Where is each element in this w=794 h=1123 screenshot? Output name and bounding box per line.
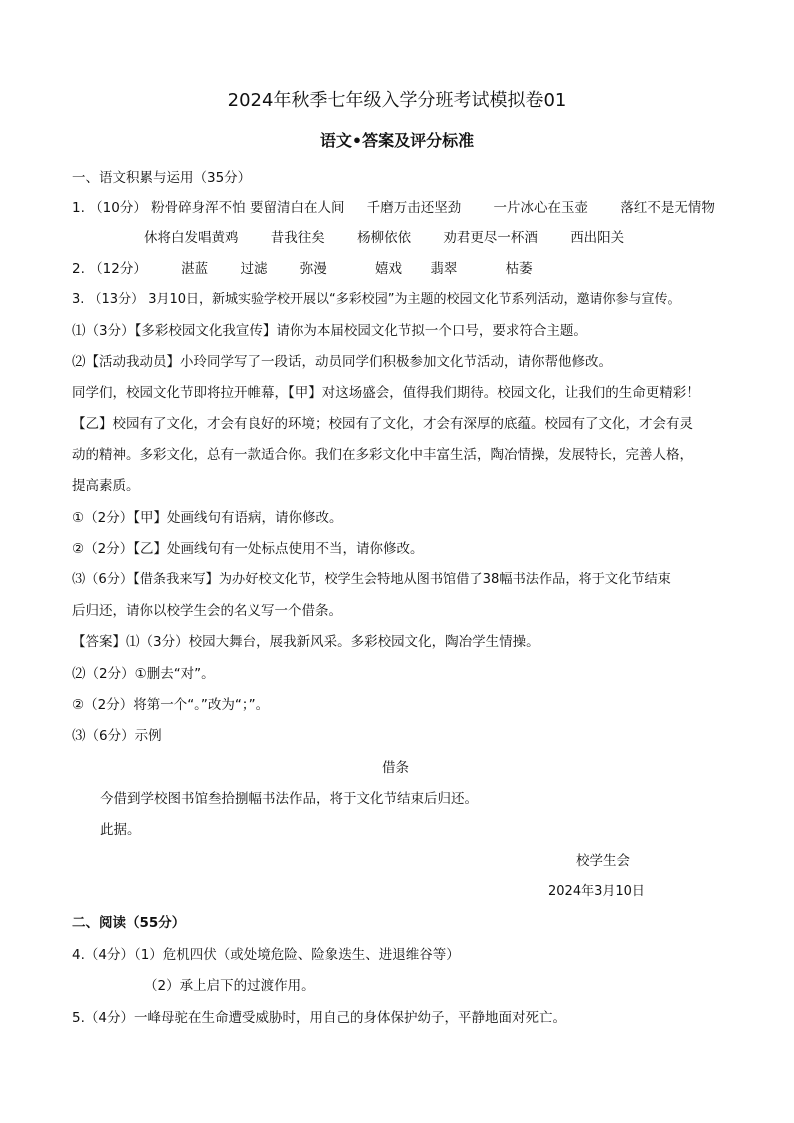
q2-word-3: 弥漫: [299, 261, 327, 277]
q3-part-1: ⑴（3分）【多彩校园文化我宣传】请你为本届校园文化节拟一个口号，要求符合主题。: [72, 323, 587, 339]
q3-prompt: 3. （13分） 3月10日，新城实验学校开展以“多彩校园”为主题的校园文化节系列活动，邀请你参与宣传。: [72, 292, 681, 307]
q1-answer-5: 休将白发唱黄鸡: [144, 230, 239, 246]
passage-line-4: 提高素质。: [72, 478, 140, 494]
q1-answer-4: 落红不是无情物: [620, 200, 715, 216]
passage-line-3: 动的精神。多彩文化，总有一款适合你。我们在多彩文化中丰富生活，陶冶情操，发展特长，完善人格，: [72, 447, 693, 463]
q5-answer: 5.（4分）一峰母驼在生命遭受威胁时，用自己的身体保护幼子，平静地面对死亡。: [72, 1010, 566, 1026]
q1-answer-1: 粉骨碎身浑不怕 要留清白在人间: [151, 200, 345, 216]
passage-line-1: 同学们，校园文化节即将拉开帷幕，【甲】对这场盛会，值得我们期待。校园文化，让我们的生命更精彩！: [72, 385, 700, 401]
q1-answer-3: 一片冰心在玉壶: [493, 200, 589, 216]
q4-answer-2: （2）承上启下的过渡作用。: [144, 978, 315, 994]
q2-row: [72, 259, 533, 279]
q2-word-6: 枯萎: [505, 261, 533, 277]
q3-part-3-line-1: ⑶（6分）【借条我来写】为办好校文化节，校学生会特地从图书馆借了38幅书法作品，将于文化节结束: [72, 572, 671, 587]
note-body: 今借到学校图书馆叁拾捌幅书法作品，将于文化节结束后归还。: [100, 791, 478, 807]
passage-line-2: 【乙】校园有了文化，才会有良好的环境；校园有了文化，才会有深厚的底蕴。校园有了文化，才会有灵: [72, 416, 693, 432]
section-heading-1: 一、语文积累与运用（35分）: [72, 170, 252, 186]
q4-answer-1: 4.（4分）（1）危机四伏（或处境危险、险象迭生、进退维谷等）: [72, 947, 460, 963]
q2-word-2: 过滤: [240, 261, 268, 277]
q3-part-2b: ②（2分）【乙】处画线句有一处标点使用不当，请你修改。: [72, 541, 424, 557]
q2-word-4: 嬉戏: [375, 261, 403, 277]
q1-answer-8: 劝君更尽一杯酒: [443, 230, 538, 246]
q1-answer-6: 昔我往矣: [270, 230, 325, 246]
note-date: 2024年3月10日: [548, 884, 645, 899]
note-title: 借条: [382, 760, 409, 776]
answer-line-1: 【答案】⑴（3分）校园大舞台，展我新风采。多彩校园文化，陶冶学生情操。: [72, 634, 540, 650]
q2-label: 2. （12分）: [72, 261, 147, 277]
q2-word-5: 翡翠: [430, 261, 458, 277]
q1-answer-7: 杨柳依依: [357, 230, 412, 246]
q1-answer-9: 西出阳关: [570, 230, 625, 246]
q1-label: 1. （10分）: [72, 200, 147, 216]
answer-line-2: ⑵（2分）①删去“对”。: [72, 666, 215, 682]
answer-line-4: ⑶（6分）示例: [72, 728, 162, 744]
page-title: 2024年秋季七年级入学分班考试模拟卷01: [227, 90, 567, 111]
q3-part-2a: ①（2分）【甲】处画线句有语病，请你修改。: [72, 510, 343, 526]
q3-part-3-line-2: 后归还，请你以校学生会的名义写一个借条。: [72, 603, 342, 619]
q1-row-2: [144, 228, 624, 248]
note-signer: 校学生会: [576, 853, 630, 869]
q3-part-2: ⑵【活动我动员】小玲同学写了一段话，动员同学们积极参加文化节活动，请你帮他修改。: [72, 354, 612, 370]
q1-row-1: [72, 198, 715, 218]
page-subtitle: 语文•答案及评分标准: [319, 131, 475, 150]
note-ending: 此据。: [100, 822, 141, 838]
q1-answer-2: 千磨万击还坚劲: [366, 200, 462, 216]
q2-word-1: 湛蓝: [181, 261, 209, 277]
answer-line-3: ②（2分）将第一个“。”改为“；”。: [72, 697, 270, 713]
section-heading-2: 二、阅读（55分）: [72, 915, 186, 931]
